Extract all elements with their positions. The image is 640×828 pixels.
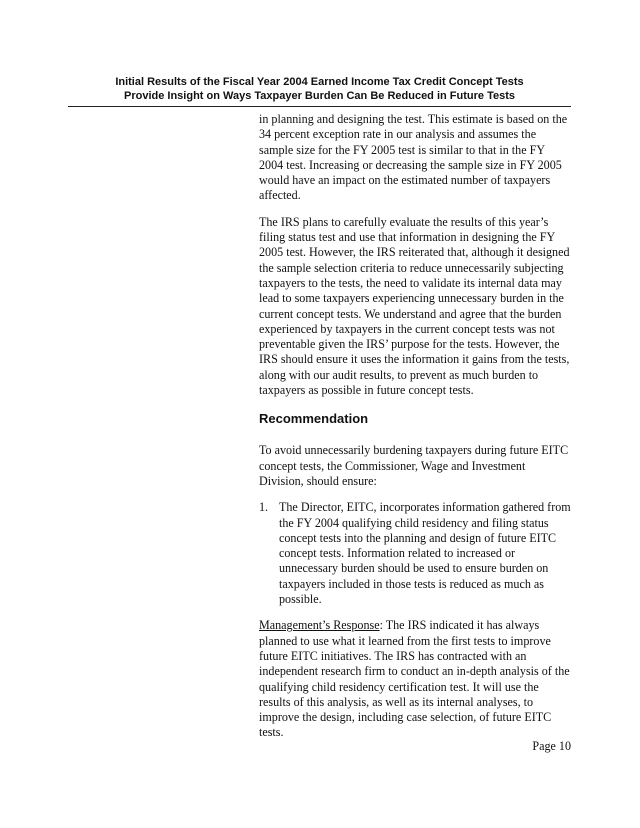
list-item (259, 500, 571, 607)
list-item-text: The Director, EITC, incorporates information gathered from the FY 2004 qualifying child residency and filing status concept tests into the planning and design of future EITC concept tests. Information related to increased or unnecessary burden should be used to ensure burden on taxpayers included in those tests is reduced as much as possible. (279, 500, 571, 607)
recommendation-heading: Recommendation (259, 411, 369, 427)
management-response-paragraph (259, 618, 571, 740)
management-response-text: : The IRS indicated it has always planned to use what it learned from the first tests to improve future EITC initiatives. The IRS has contracted with an independent research firm to conduct an in-depth analysis of the qualifying child residency certification test. It will use the results of this analysis, as well as its internal analyses, to improve the design, including case selection, of future EITC tests. (259, 618, 570, 740)
management-response-label: Management’s Response (259, 618, 380, 633)
header-divider (68, 106, 571, 107)
page-number: Page 10 (532, 739, 571, 753)
header-title-line-2: Provide Insight on Ways Taxpayer Burden Can Be Reduced in Future Tests (124, 90, 515, 102)
body-paragraph-1: in planning and designing the test. This estimate is based on the 34 percent exception rate in our analysis and assumes the sample size for the FY 2005 test is similar to that in the FY 2004 test. Increasing or decreasing the sample size in FY 2005 would have an impact on the estimated number of taxpayers affected. (259, 112, 568, 203)
page-header (68, 75, 571, 103)
list-item-number: 1. (259, 500, 269, 515)
header-title-line-1: Initial Results of the Fiscal Year 2004 Earned Income Tax Credit Concept Tests (115, 76, 524, 88)
recommendation-intro: To avoid unnecessarily burdening taxpayers during future EITC concept tests, the Commissioner, Wage and Investment Division, should ensure: (259, 443, 569, 488)
body-paragraph-2: The IRS plans to carefully evaluate the results of this year’s filing status test and use that information in designing the FY 2005 test. However, the IRS reiterated that, although it designed the sample selection criteria to reduce unnecessarily subjecting taxpayers to the tests, the need to validate its internal data may lead to some taxpayers experiencing unnecessary burden in the current concept tests. We understand and agree that the burden experienced by taxpayers in the current concept tests was not preventable given the IRS’ purpose for the tests. However, the IRS should ensure it uses the information it gains from the tests, along with our audit results, to prevent as much burden to taxpayers as possible in future concept tests. (259, 214, 570, 398)
recommendation-list (259, 500, 571, 607)
document-body (259, 112, 571, 752)
